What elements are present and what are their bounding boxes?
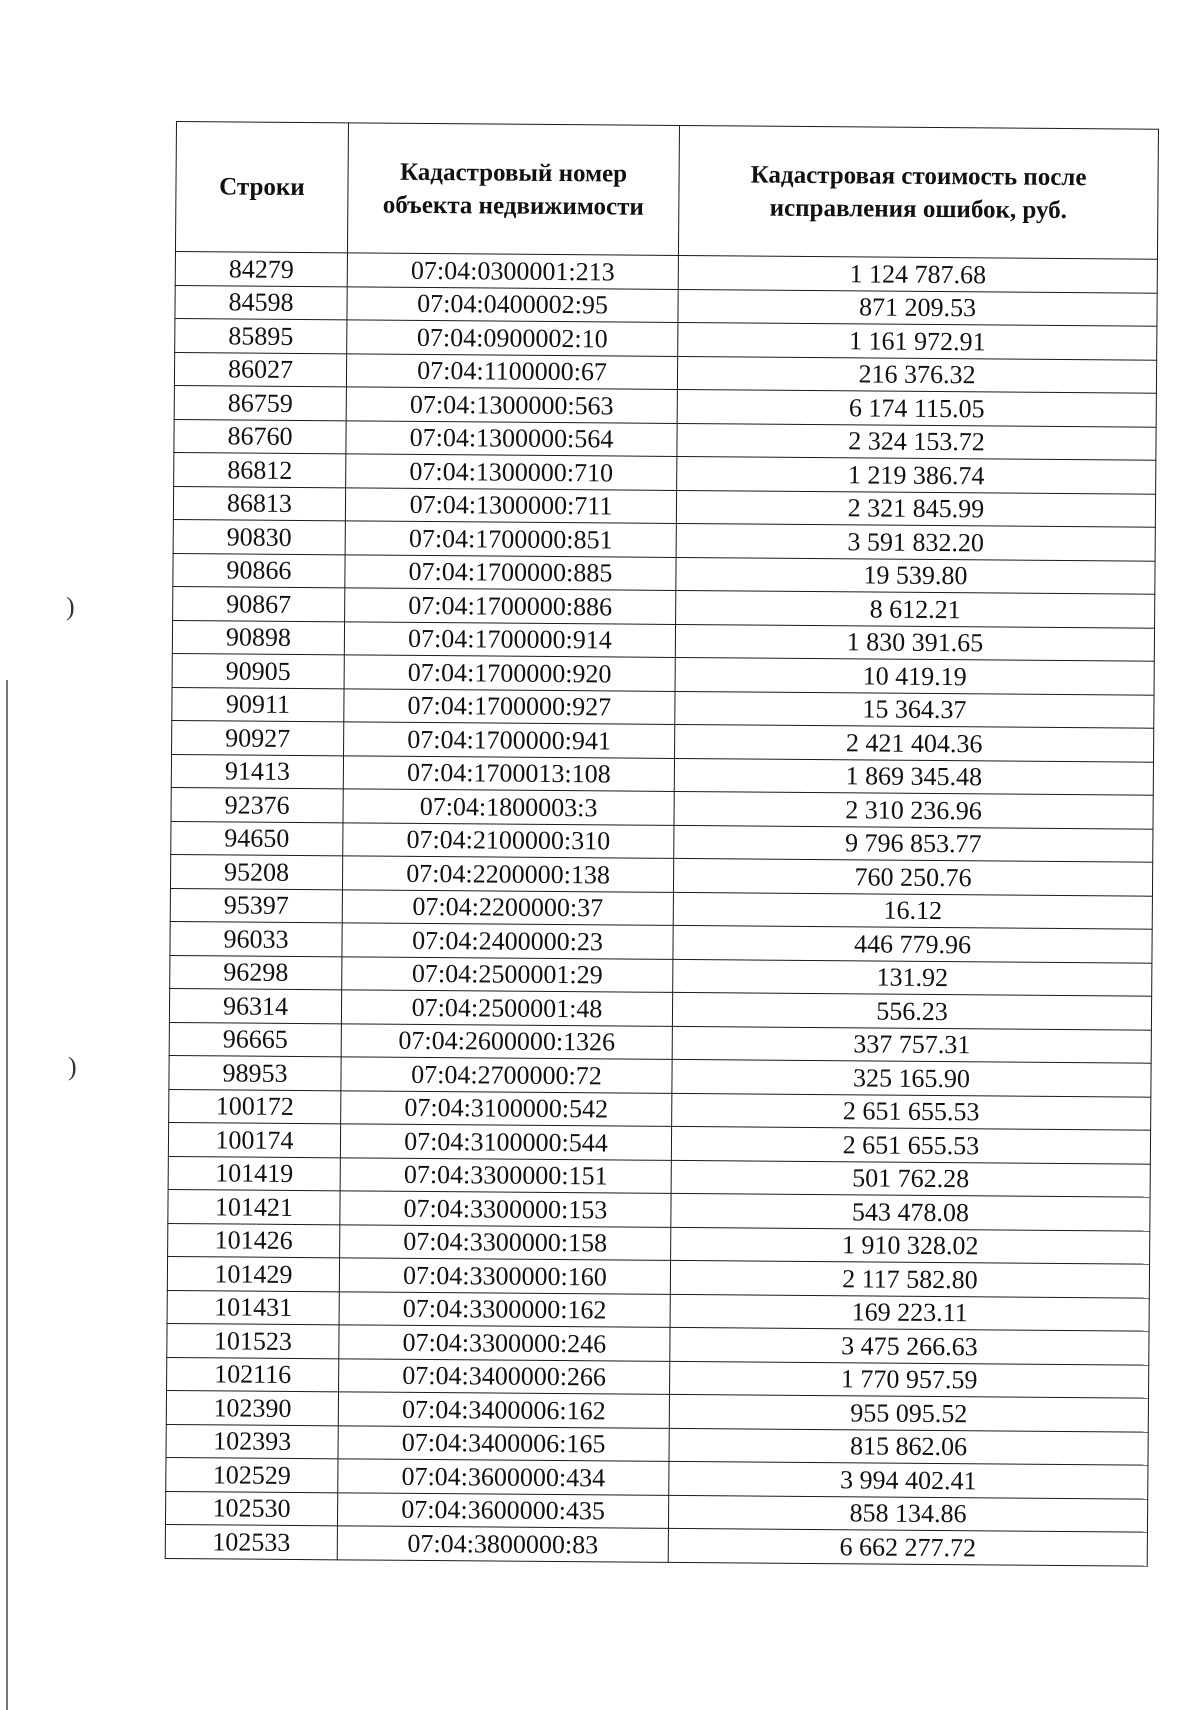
cadastral-number-cell: 07:04:1700000:920 [344,655,675,691]
cadastral-number-cell: 07:04:1700000:886 [345,588,676,624]
table-body [165,251,1157,1565]
row-number-cell: 90927 [172,720,344,755]
row-number-cell: 91413 [171,754,343,789]
row-number-cell: 90830 [173,519,345,554]
cadastral-value-cell: 2 310 236.96 [674,791,1153,828]
row-number-cell: 86759 [174,385,346,420]
row-number-cell: 100174 [168,1122,340,1157]
cadastral-value-cell: 556.23 [672,992,1151,1029]
row-number-cell: 86812 [174,452,346,487]
cadastral-value-cell: 1 770 957.59 [670,1361,1149,1398]
cadastral-value-cell: 131.92 [673,959,1152,996]
cadastral-number-cell: 07:04:1700000:941 [344,722,675,758]
cadastral-number-cell: 07:04:2500001:48 [341,990,672,1026]
cadastral-number-cell: 07:04:3100000:544 [340,1124,671,1160]
cadastral-number-cell: 07:04:3800000:83 [337,1526,668,1562]
row-number-cell: 90898 [172,620,344,655]
cadastral-value-cell: 871 209.53 [678,289,1157,326]
row-number-cell: 102390 [166,1390,338,1425]
cadastral-number-cell: 07:04:3300000:151 [340,1157,671,1193]
header-cadastral-number: Кадастровый номер объекта недвижимости [347,123,679,256]
row-number-cell: 90911 [172,687,344,722]
cadastral-value-cell: 1 830 391.65 [675,624,1154,661]
cadastral-number-cell: 07:04:1700000:851 [345,521,676,557]
cadastral-value-cell: 16.12 [673,892,1152,929]
cadastral-value-cell: 2 321 845.99 [676,490,1155,527]
row-number-cell: 95397 [170,888,342,923]
row-number-cell: 101421 [168,1189,340,1224]
row-number-cell: 92376 [171,787,343,822]
cadastral-value-cell: 3 994 402.41 [669,1461,1148,1498]
cadastral-value-cell: 6 662 277.72 [668,1528,1147,1565]
cadastral-number-cell: 07:04:3100000:542 [341,1090,672,1126]
row-number-cell: 102529 [166,1457,338,1492]
row-number-cell: 96665 [169,1022,341,1057]
cadastral-number-cell: 07:04:2400000:23 [342,923,673,959]
cadastral-number-cell: 07:04:2200000:138 [342,856,673,892]
row-number-cell: 101419 [168,1156,340,1191]
row-number-cell: 90867 [173,586,345,621]
cadastral-number-cell: 07:04:3400006:165 [338,1425,669,1461]
row-number-cell: 94650 [171,821,343,856]
cadastral-value-cell: 216 376.32 [677,356,1156,393]
row-number-cell: 100172 [169,1089,341,1124]
row-number-cell: 96314 [169,988,341,1023]
cadastral-number-cell: 07:04:1300000:563 [346,387,677,423]
cadastral-number-cell: 07:04:1700000:885 [345,554,676,590]
header-rows: Строки [175,122,348,253]
cadastral-value-cell: 337 757.31 [672,1026,1151,1063]
cadastral-value-cell: 955 095.52 [669,1394,1148,1431]
row-number-cell: 98953 [169,1055,341,1090]
cadastral-number-cell: 07:04:2600000:1326 [341,1023,672,1059]
cadastral-value-cell: 1 910 328.02 [671,1227,1150,1264]
cadastral-value-cell: 3 591 832.20 [676,523,1155,560]
cadastral-number-cell: 07:04:3400006:162 [338,1392,669,1428]
row-number-cell: 101431 [167,1290,339,1325]
cadastral-value-cell: 1 161 972.91 [678,322,1157,359]
cadastral-value-cell: 19 539.80 [676,557,1155,594]
row-number-cell: 102530 [165,1491,337,1526]
cadastral-value-cell: 1 124 787.68 [678,255,1157,292]
row-number-cell: 95208 [170,854,342,889]
cadastral-value-cell: 1 219 386.74 [677,456,1156,493]
cadastral-value-cell: 1 869 345.48 [674,758,1153,795]
cadastral-value-cell: 858 134.86 [668,1495,1147,1532]
cadastral-value-cell: 2 117 582.80 [670,1260,1149,1297]
cadastral-number-cell: 07:04:1800003:3 [343,789,674,825]
row-number-cell: 102533 [165,1524,337,1559]
cadastral-value-cell: 501 762.28 [671,1160,1150,1197]
cadastral-value-table [165,121,1159,1566]
cadastral-value-cell: 760 250.76 [673,858,1152,895]
cadastral-value-cell: 2 651 655.53 [671,1126,1150,1163]
cadastral-number-cell: 07:04:3300000:160 [339,1258,670,1294]
table-row [165,1524,1147,1565]
cadastral-value-cell: 446 779.96 [673,925,1152,962]
cadastral-number-cell: 07:04:1300000:711 [345,487,676,523]
cadastral-number-cell: 07:04:2700000:72 [341,1057,672,1093]
cadastral-number-cell: 07:04:3300000:162 [339,1291,670,1327]
row-number-cell: 85895 [175,318,347,353]
cadastral-number-cell: 07:04:2200000:37 [342,889,673,925]
cadastral-value-cell: 8 612.21 [676,590,1155,627]
cadastral-number-cell: 07:04:1100000:67 [346,353,677,389]
cadastral-value-cell: 9 796 853.77 [674,825,1153,862]
row-number-cell: 102393 [166,1424,338,1459]
cadastral-value-cell: 543 478.08 [671,1193,1150,1230]
header-cadastral-value: Кадастровая стоимость после исправления ошибок, руб. [678,125,1158,259]
row-number-cell: 101523 [167,1323,339,1358]
cadastral-value-cell: 10 419.19 [675,657,1154,694]
cadastral-value-cell: 6 174 115.05 [677,389,1156,426]
cadastral-number-cell: 07:04:0400002:95 [347,286,678,322]
cadastral-number-cell: 07:04:3300000:153 [340,1191,671,1227]
cadastral-value-cell: 3 475 266.63 [670,1327,1149,1364]
cadastral-number-cell: 07:04:1700000:927 [344,688,675,724]
cadastral-number-cell: 07:04:3600000:435 [337,1492,668,1528]
cadastral-number-cell: 07:04:3300000:246 [339,1325,670,1361]
cadastral-number-cell: 07:04:3300000:158 [340,1224,671,1260]
margin-mark: ) [68,1052,77,1081]
cadastral-value-cell: 15 364.37 [675,691,1154,728]
cadastral-number-cell: 07:04:1300000:564 [346,420,677,456]
cadastral-number-cell: 07:04:3400000:266 [339,1358,670,1394]
cadastral-value-cell: 325 165.90 [672,1059,1151,1096]
cadastral-value-cell: 2 324 153.72 [677,423,1156,460]
row-number-cell: 96033 [170,921,342,956]
row-number-cell: 84598 [175,285,347,320]
cadastral-value-cell: 815 862.06 [669,1428,1148,1465]
cadastral-number-cell: 07:04:0900002:10 [347,320,678,356]
row-number-cell: 102116 [167,1357,339,1392]
row-number-cell: 101426 [168,1223,340,1258]
row-number-cell: 96298 [170,955,342,990]
scan-margin-line [6,680,8,1710]
cadastral-value-cell: 2 421 404.36 [675,724,1154,761]
cadastral-number-cell: 07:04:1300000:710 [346,454,677,490]
row-number-cell: 90905 [172,653,344,688]
table-header-row [175,122,1158,260]
row-number-cell: 101429 [167,1256,339,1291]
margin-mark: ) [66,592,75,621]
row-number-cell: 86760 [174,419,346,454]
row-number-cell: 86813 [173,486,345,521]
cadastral-number-cell: 07:04:1700000:914 [344,621,675,657]
cadastral-value-cell: 2 651 655.53 [672,1093,1151,1130]
row-number-cell: 86027 [174,352,346,387]
row-number-cell: 90866 [173,553,345,588]
cadastral-value-cell: 169 223.11 [670,1294,1149,1331]
cadastral-number-cell: 07:04:0300001:213 [347,253,678,289]
cadastral-number-cell: 07:04:2100000:310 [343,822,674,858]
cadastral-number-cell: 07:04:2500001:29 [342,956,673,992]
cadastral-table-wrap [165,121,1158,1566]
cadastral-number-cell: 07:04:1700013:108 [343,755,674,791]
row-number-cell: 84279 [175,251,347,286]
cadastral-number-cell: 07:04:3600000:434 [338,1459,669,1495]
